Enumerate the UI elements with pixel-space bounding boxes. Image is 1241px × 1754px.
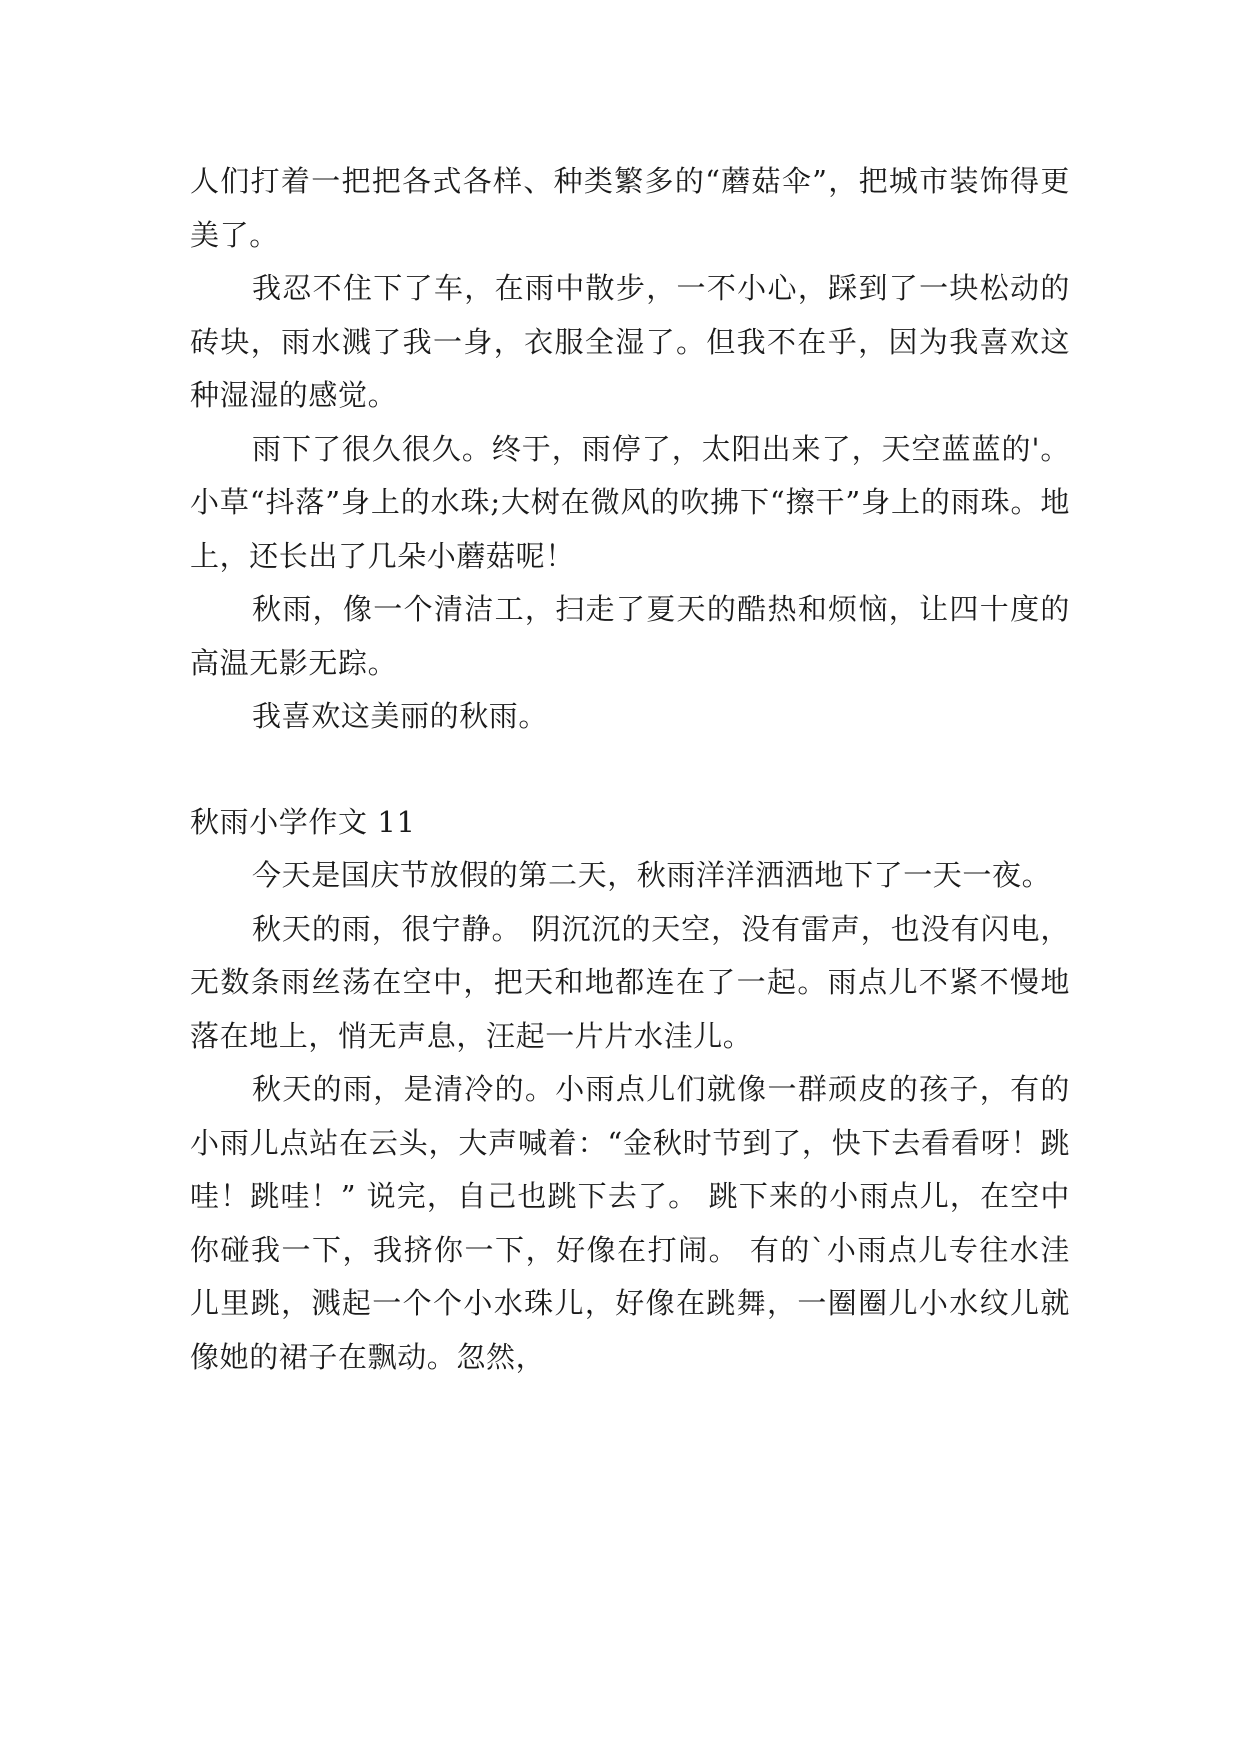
paragraph-2: 我忍不住下了车，在雨中散步，一不小心，踩到了一块松动的砖块，雨水溅了我一身，衣服全湿了。但我不在乎，因为我喜欢这种湿湿的感觉。 <box>190 271 1070 412</box>
paragraph-8: 秋天的雨，是清冷的。小雨点儿们就像一群顽皮的孩子，有的小雨儿点站在云头，大声喊着：“金秋时节到了，快下去看看呀！跳哇！跳哇！” 说完，自己也跳下去了。 跳下来的小雨点儿，在空中你碰我一下，我挤你一下，好像在打闹。 有的`小雨点儿专往水洼儿里跳，溅起一个个小水珠儿，好像在跳舞，一圈圈儿小水纹儿就像她的裙子在飘动。忽然， <box>190 1072 1070 1374</box>
paragraph-7: 秋天的雨，很宁静。 阴沉沉的天空，没有雷声，也没有闪电，无数条雨丝荡在空中，把天和地都连在了一起。雨点儿不紧不慢地落在地上，悄无声息，汪起一片片水洼儿。 <box>190 911 1070 1053</box>
paragraph-1: 人们打着一把把各式各样、种类繁多的“蘑菇伞”，把城市装饰得更美了。 <box>190 164 1070 252</box>
paragraph-6: 今天是国庆节放假的第二天，秋雨洋洋洒洒地下了一天一夜。 <box>252 858 1052 892</box>
paragraph-5: 我喜欢这美丽的秋雨。 <box>252 699 549 733</box>
paragraph-3: 雨下了很久很久。终于，雨停了，太阳出来了，天空蓝蓝的'。小草“抖落”身上的水珠;大树在微风的吹拂下“擦干”身上的雨珠。地上，还长出了几朵小蘑菇呢！ <box>190 431 1070 573</box>
document-body <box>190 155 1070 1384</box>
section-title: 秋雨小学作文 11 <box>190 804 416 839</box>
paragraph-4: 秋雨，像一个清洁工，扫走了夏天的酷热和烦恼，让四十度的高温无影无踪。 <box>190 592 1070 680</box>
